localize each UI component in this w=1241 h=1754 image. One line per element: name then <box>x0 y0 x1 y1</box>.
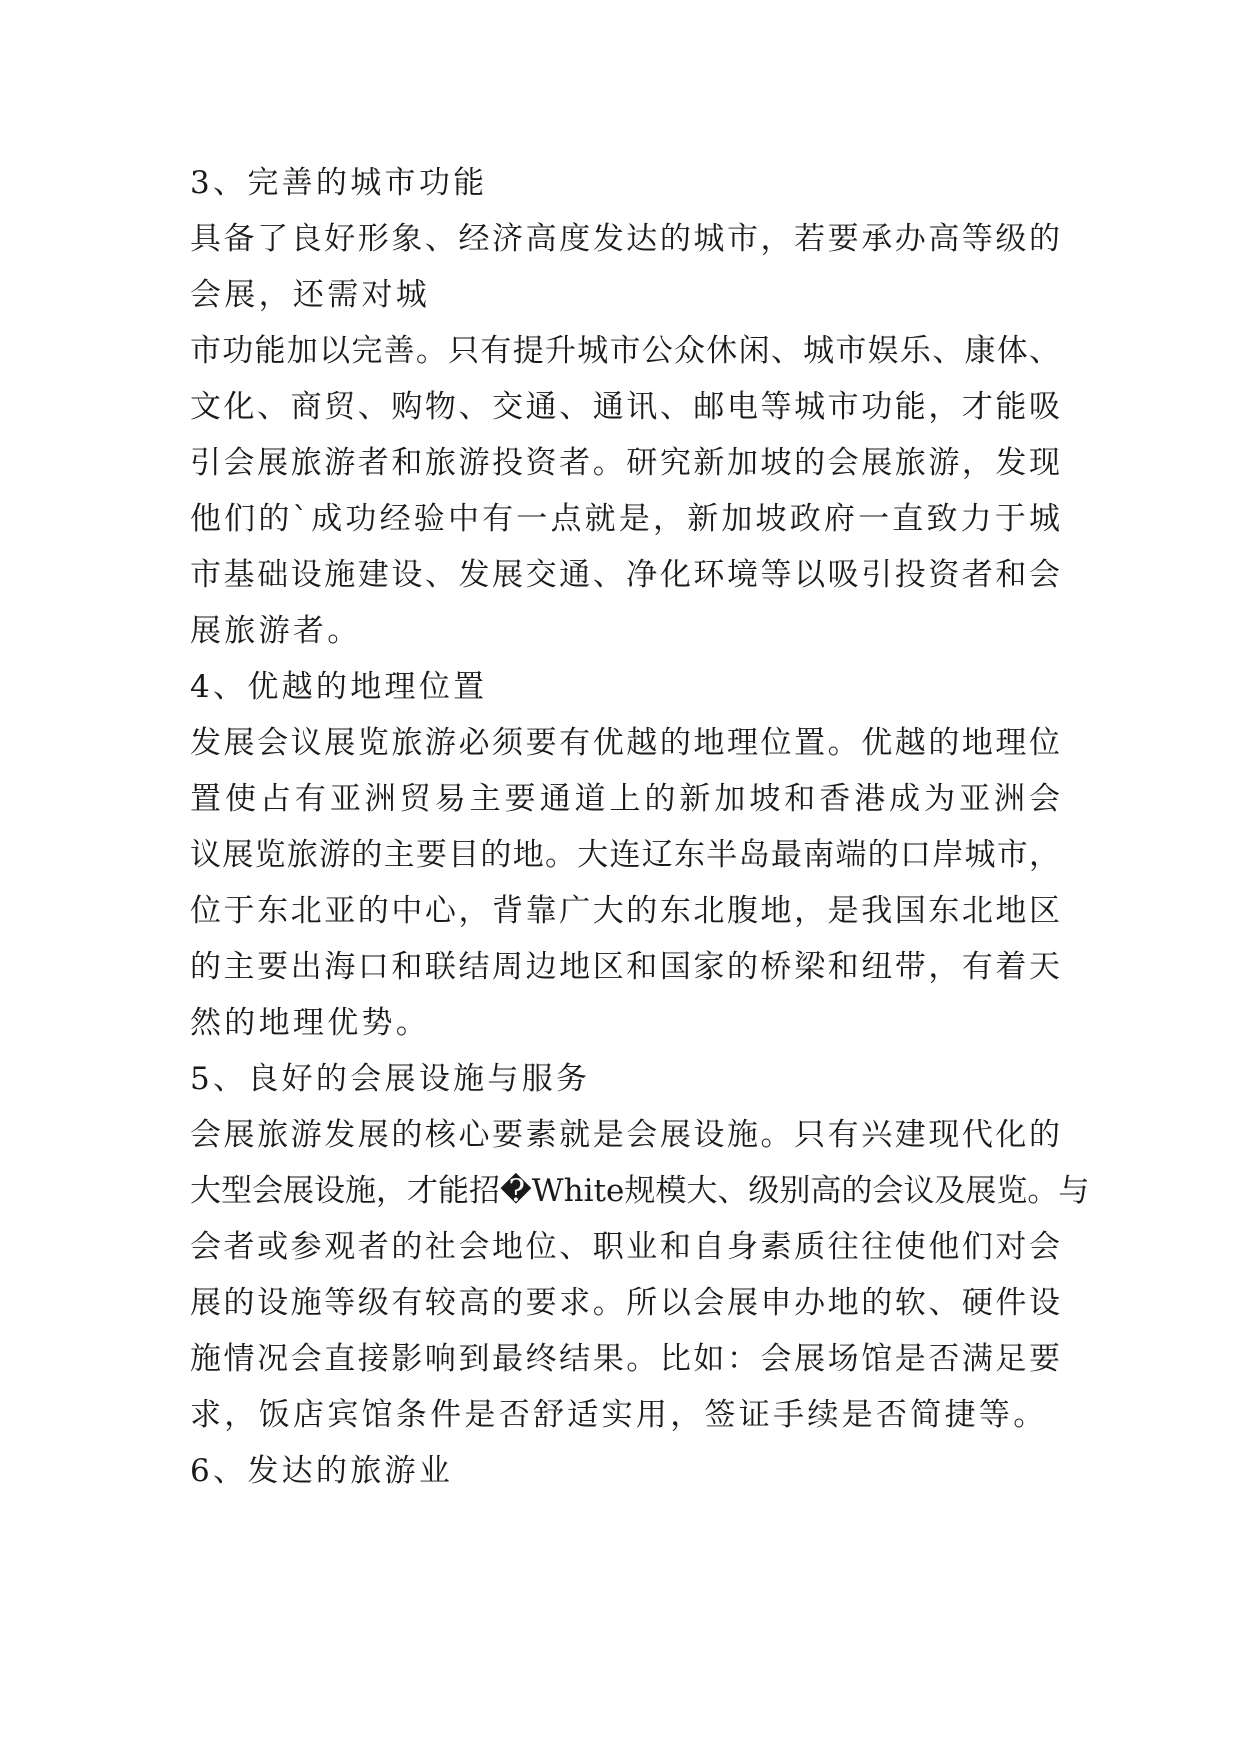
paragraph-line: 会者或参观者的社会地位、职业和自身素质往往使他们对会 <box>190 1229 1060 1265</box>
paragraph-line: 发展会议展览旅游必须要有优越的地理位置。优越的地理位 <box>190 725 1060 761</box>
paragraph-line: 会展旅游发展的核心要素就是会展设施。只有兴建现代化的 <box>190 1117 1060 1153</box>
paragraph-line: 然的地理优势。 <box>190 1005 431 1041</box>
paragraph-line: 展的设施等级有较高的要求。所以会展申办地的软、硬件设 <box>190 1285 1060 1321</box>
paragraph-line: 施情况会直接影响到最终结果。比如：会展场馆是否满足要 <box>190 1341 1060 1377</box>
section-heading-6: 6、发达的旅游业 <box>190 1453 454 1489</box>
paragraph-line: 文化、商贸、购物、交通、通讯、邮电等城市功能，才能吸 <box>190 389 1060 425</box>
paragraph-line: 置使占有亚洲贸易主要通道上的新加坡和香港成为亚洲会 <box>190 781 1060 817</box>
paragraph-line: 引会展旅游者和旅游投资者。研究新加坡的会展旅游，发现 <box>190 445 1060 481</box>
section-heading-4: 4、优越的地理位置 <box>190 669 488 705</box>
paragraph-line: 的主要出海口和联结周边地区和国家的桥梁和纽带，有着天 <box>190 949 1060 985</box>
document-page <box>190 155 1090 1499</box>
paragraph-line: 市基础设施建设、发展交通、净化环境等以吸引投资者和会 <box>190 557 1060 593</box>
paragraph-line: 议展览旅游的主要目的地。大连辽东半岛最南端的口岸城市， <box>190 837 1060 873</box>
section-heading-5: 5、良好的会展设施与服务 <box>190 1061 591 1097</box>
paragraph-line: 具备了良好形象、经济高度发达的城市，若要承办高等级的 <box>190 221 1060 257</box>
paragraph-line: 展旅游者。 <box>190 613 362 649</box>
paragraph-line: 会展，还需对城 <box>190 277 431 313</box>
paragraph-line: 他们的`成功经验中有一点就是，新加坡政府一直致力于城 <box>190 501 1060 537</box>
paragraph-line: 市功能加以完善。只有提升城市公众休闲、城市娱乐、康体、 <box>190 333 1060 369</box>
paragraph-line: 位于东北亚的中心，背靠广大的东北腹地，是我国东北地区 <box>190 893 1060 929</box>
paragraph-line: 大型会展设施，才能招�White规模大、级别高的会议及展览。与 <box>190 1173 1090 1209</box>
paragraph-line: 求，饭店宾馆条件是否舒适实用，签证手续是否简捷等。 <box>190 1397 1048 1433</box>
section-heading-3: 3、完善的城市功能 <box>190 165 488 201</box>
